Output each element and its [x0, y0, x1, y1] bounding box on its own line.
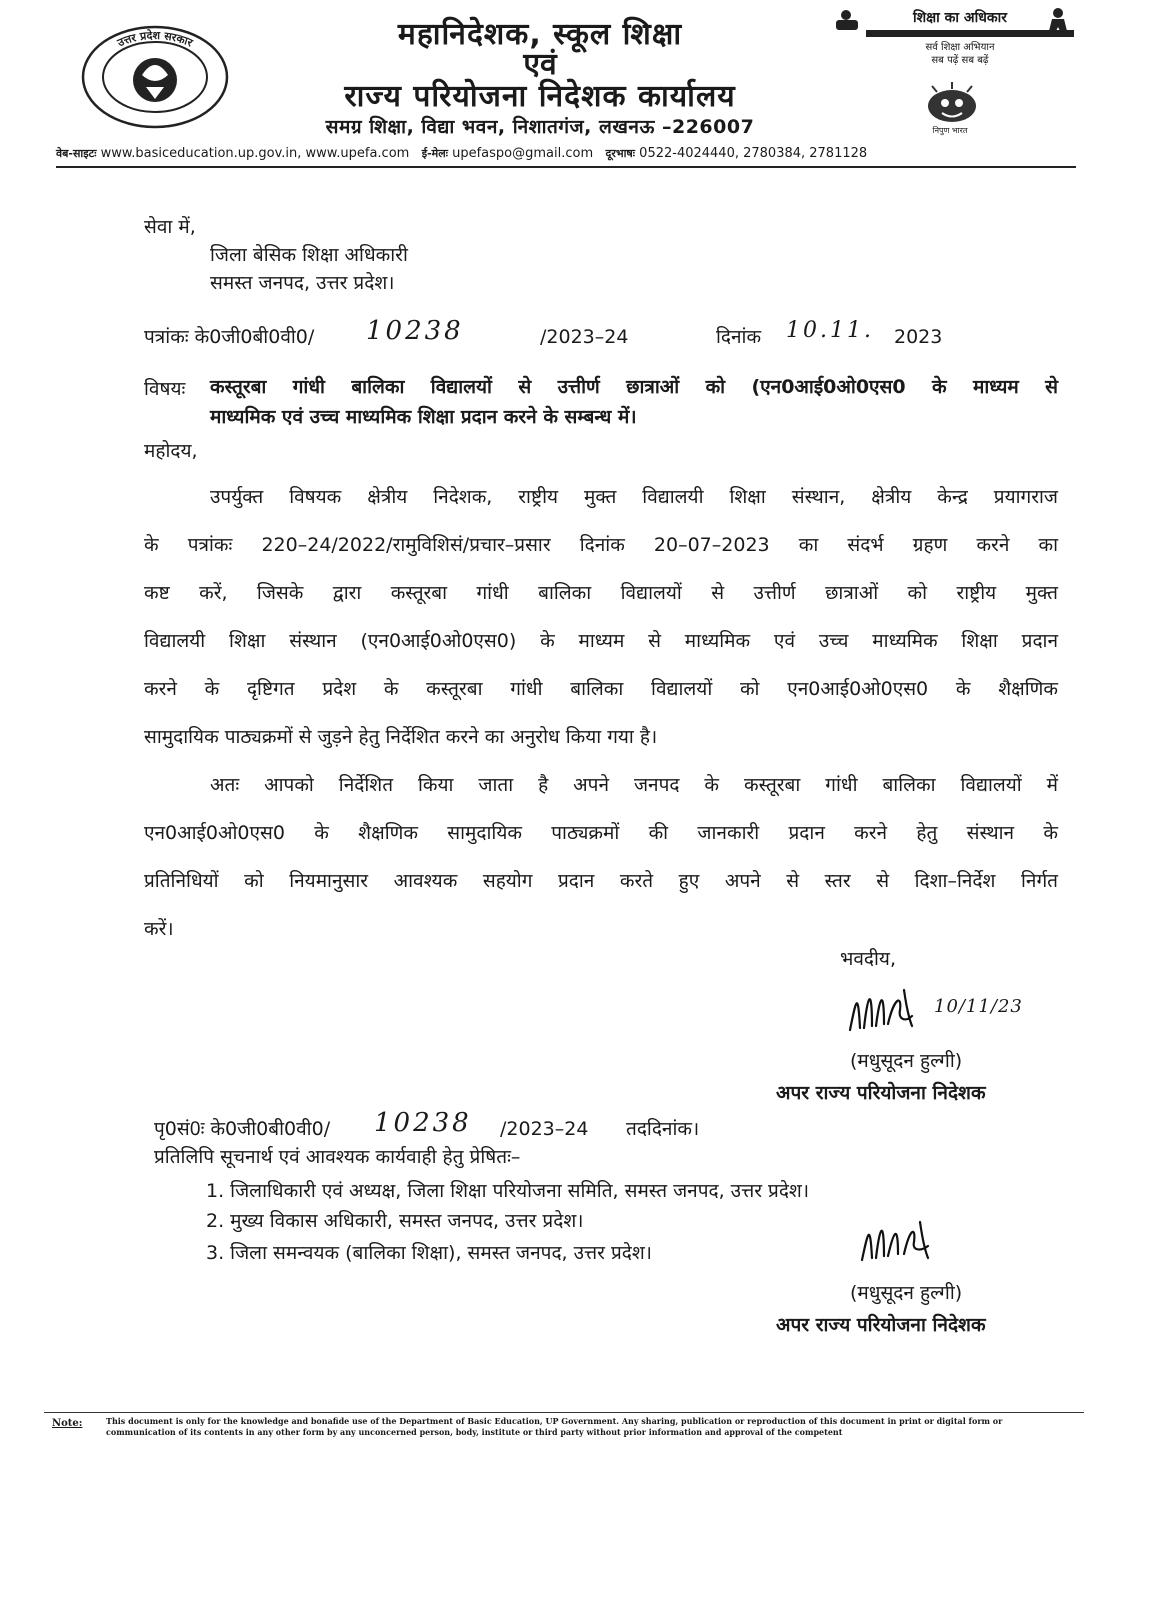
copy-item-3: 3. जिला समन्वयक (बालिका शिक्षा), समस्त जनपद, उत्तर प्रदेश। [206, 1242, 652, 1264]
nipun-bharat-logo [912, 80, 992, 128]
para1-line1: उपर्युक्त विषयक क्षेत्रीय निदेशक, राष्ट्रीय मुक्त विद्यालयी शिक्षा संस्थान, क्षेत्रीय केन्द्र प्रयागराज [210, 486, 1058, 508]
copy-item-2: 2. मुख्य विकास अधिकारी, समस्त जनपद, उत्तर प्रदेश। [206, 1210, 584, 1232]
website-links[interactable]: www.basiceducation.up.gov.in, www.upefa.com [100, 146, 410, 161]
greeting: महोदय, [144, 440, 198, 462]
recipient-line2: समस्त जनपद, उत्तर प्रदेश। [210, 272, 395, 294]
date-handwritten: 10.11. [786, 318, 874, 343]
email-address[interactable]: upefaspo@gmail.com [452, 146, 594, 161]
phone-numbers: 0522-4024440, 2780384, 2781128 [639, 146, 868, 161]
office-title-line2: एवं [523, 47, 557, 82]
rte-badge-title: शिक्षा का अधिकार [913, 10, 1007, 26]
para2-line2: एन0आई0ओ0एस0 के शैक्षणिक सामुदायिक पाठ्यक्रमों की जानकारी प्रदान करने हेतु संस्थान के [144, 822, 1058, 844]
subject-line2: माध्यमिक एवं उच्च माध्यमिक शिक्षा प्रदान करने के सम्बन्ध में। [210, 406, 637, 428]
svg-text:उत्तर प्रदेश सरकार: उत्तर प्रदेश सरकार [115, 28, 195, 50]
letterhead-divider [56, 166, 1076, 168]
para2-line3: प्रतिनिधियों को नियमानुसार आवश्यक सहयोग प्रदान करते हुए अपने से स्तर से दिशा–निर्देश निर्गत [144, 870, 1058, 892]
signatory-designation-1: अपर राज्य परियोजना निदेशक [776, 1082, 986, 1104]
ssa-line: सर्व शिक्षा अभियान [925, 42, 995, 53]
signature-2 [858, 1214, 948, 1274]
copy-intro: प्रतिलिपि सूचनार्थ एवं आवश्यक कार्यवाही हेतु प्रेषितः– [154, 1146, 521, 1168]
office-title-line1: महानिदेशक, स्कूल शिक्षा [397, 17, 683, 52]
para1-line4: विद्यालयी शिक्षा संस्थान (एन0आई0ओ0एस0) के माध्यम से माध्यमिक एवं उच्च माध्यमिक शिक्षा प्रदान [144, 630, 1058, 652]
footer-note-text: This document is only for the knowledge and bonafide use of the Department of Basic Education, UP Government. Any sharing, publication or reproduction of this document in print or digital form or communication of its contents in any other form by any unconcerned person, body, institute or third party without prior information and approval of the competent [106, 1416, 1003, 1437]
signatory-name-1: (मधुसूदन हुल्गी) [850, 1050, 963, 1072]
copy-number-label: पृ0सं0ः के0जी0बी0वी0/ [154, 1118, 331, 1140]
footer-divider [44, 1412, 1084, 1413]
date-year: 2023 [894, 326, 943, 348]
salutation-to: सेवा में, [144, 216, 196, 238]
subject-line1: कस्तूरबा गांधी बालिका विद्यालयों से उत्तीर्ण छात्राओं को (एन0आई0ओ0एस0 के माध्यम से [210, 376, 1058, 398]
subject-label: विषयः [144, 378, 186, 400]
ssa-slogan: सब पढ़ें सब बढ़ें [931, 55, 989, 66]
footer-note-label: Note: [52, 1418, 83, 1429]
para2-line1: अतः आपको निर्देशित किया जाता है अपने जनपद के कस्तूरबा गांधी बालिका विद्यालयों में [210, 774, 1058, 796]
para2-line4: करें। [144, 918, 174, 940]
reading-child-icon [836, 10, 858, 30]
para1-line6: सामुदायिक पाठ्यक्रमों से जुड़ने हेतु निर्देशित करने का अनुरोध किया गया है। [144, 726, 658, 748]
signatory-name-2: (मधुसूदन हुल्गी) [850, 1282, 963, 1304]
date-label: दिनांक [716, 326, 762, 348]
letter-number-label: पत्रांकः के0जी0बी0वी0/ [144, 326, 315, 348]
website-label: वेब-साइटः [56, 147, 97, 160]
letter-number-handwritten: 10238 [366, 316, 464, 346]
para1-line5: करने के दृष्टिगत प्रदेश के कस्तूरबा गांधी बालिका विद्यालयों को एन0आई0ओ0एस0 के शैक्षणिक [144, 678, 1058, 700]
recipient-line1: जिला बेसिक शिक्षा अधिकारी [210, 244, 408, 266]
office-address: समग्र शिक्षा, विद्या भवन, निशातगंज, लखनऊ –226007 [325, 116, 755, 138]
copy-item-1: 1. जिलाधिकारी एवं अध्यक्ष, जिला शिक्षा परियोजना समिति, समस्त जनपद, उत्तर प्रदेश। [206, 1180, 810, 1202]
office-title-line3: राज्य परियोजना निदेशक कार्यालय [344, 79, 736, 114]
para1-line2: के पत्रांकः 220–24/2022/रामुविशिसं/प्रचार–प्रसार दिनांक 20–07–2023 का संदर्भ ग्रहण करने का [144, 534, 1058, 556]
badge-underline [866, 30, 1074, 37]
signature-1-date: 10/11/23 [934, 996, 1023, 1017]
email-label: ई-मेलः [421, 147, 448, 160]
closing-text: भवदीय, [840, 948, 896, 970]
nipun-bharat-caption: निपुण भारत [932, 126, 968, 135]
up-government-emblem [80, 25, 230, 130]
copy-same-date: तददिनांक। [626, 1118, 700, 1140]
contact-line [56, 146, 1086, 162]
phone-label: दूरभाषः [605, 147, 636, 160]
letter-year: /2023–24 [540, 326, 629, 348]
copy-year: /2023–24 [500, 1118, 589, 1140]
para1-line3: कष्ट करें, जिसके द्वारा कस्तूरबा गांधी बालिका विद्यालयों से उत्तीर्ण छात्राओं को राष्ट्रीय मुक्त [144, 582, 1058, 604]
copy-number-handwritten: 10238 [374, 1108, 472, 1138]
signatory-designation-2: अपर राज्य परियोजना निदेशक [776, 1314, 986, 1336]
